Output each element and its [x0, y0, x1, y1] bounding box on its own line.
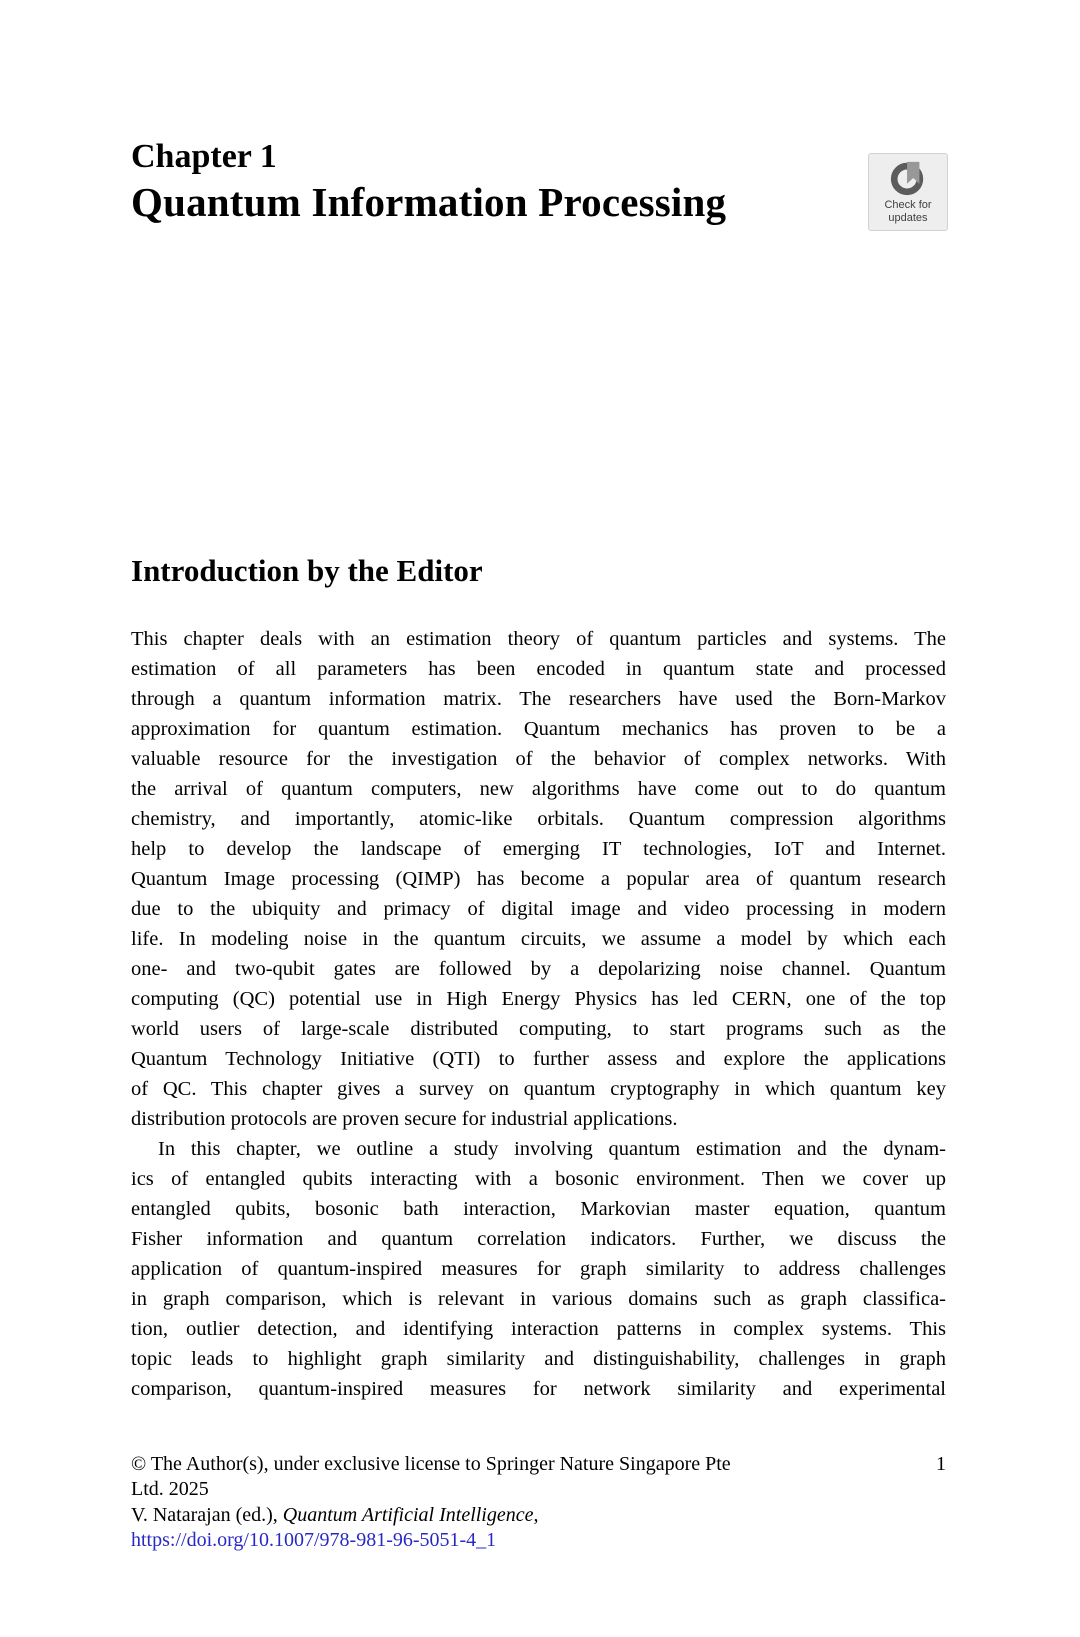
body-text-line: computing (QC) potential use in High Energy Physics has led CERN, one of the top — [131, 988, 946, 1010]
body-text-line: life. In modeling noise in the quantum circuits, we assume a model by which each — [131, 928, 946, 950]
body-text-line: estimation of all parameters has been encoded in quantum state and processed — [131, 658, 946, 680]
body-text-line: topic leads to highlight graph similarity and distinguishability, challenges in graph — [131, 1348, 946, 1370]
body-text-line: in graph comparison, which is relevant in various domains such as graph classifica- — [131, 1288, 946, 1310]
body-text-line: application of quantum-inspired measures for graph similarity to address challenges — [131, 1258, 946, 1280]
body-text-line: distribution protocols are proven secure for industrial applications. — [131, 1108, 678, 1130]
body-text-line: comparison, quantum-inspired measures for network similarity and experimental — [131, 1378, 946, 1400]
body-text-line: valuable resource for the investigation of the behavior of complex networks. With — [131, 748, 946, 770]
body-text-line: In this chapter, we outline a study involving quantum estimation and the dynam- — [158, 1138, 946, 1160]
section-heading: Introduction by the Editor — [131, 553, 483, 588]
chapter-title: Quantum Information Processing — [131, 179, 727, 225]
editor-line — [131, 1503, 946, 1528]
chapter-label: Chapter 1 — [131, 138, 277, 175]
copyright-text: © The Author(s), under exclusive license to Springer Nature Singapore Pte — [131, 1453, 731, 1475]
badge-label-line2: updates — [888, 212, 928, 224]
body-paragraph-2 — [131, 1134, 946, 1404]
copyright-line-1 — [131, 1452, 946, 1477]
crossmark-icon — [889, 159, 927, 197]
body-text-line: Fisher information and quantum correlation indicators. Further, we discuss the — [131, 1228, 946, 1250]
body-paragraph-1 — [131, 624, 946, 1134]
body-text-line: chemistry, and importantly, atomic-like orbitals. Quantum compression algorithms — [131, 808, 946, 830]
body-text-line: through a quantum information matrix. The researchers have used the Born-Markov — [131, 688, 946, 710]
badge-label-line1: Check for — [884, 199, 932, 211]
page-number: 1 — [936, 1453, 946, 1475]
body-text-line: This chapter deals with an estimation theory of quantum particles and systems. The — [131, 628, 946, 650]
book-title: Quantum Artificial Intelligence — [282, 1503, 534, 1526]
body-text-line: of QC. This chapter gives a survey on quantum cryptography in which quantum key — [131, 1078, 946, 1100]
badge-label — [884, 199, 931, 225]
body-text-line: one- and two-qubit gates are followed by a depolarizing noise channel. Quantum — [131, 958, 946, 980]
body-text-line: ics of entangled qubits interacting with a bosonic environment. Then we cover up — [131, 1168, 946, 1190]
body-text-line: entangled qubits, bosonic bath interaction, Markovian master equation, quantum — [131, 1198, 946, 1220]
check-for-updates-badge[interactable] — [868, 153, 948, 231]
body-text-line: due to the ubiquity and primacy of digital image and video processing in modern — [131, 898, 946, 920]
doi-line — [131, 1528, 946, 1553]
body-text-line: approximation for quantum estimation. Quantum mechanics has proven to be a — [131, 718, 946, 740]
body-text-line: tion, outlier detection, and identifying interaction patterns in complex systems. This — [131, 1318, 946, 1340]
body-text-line: Quantum Image processing (QIMP) has become a popular area of quantum research — [131, 868, 946, 890]
body-text — [131, 624, 946, 1404]
copyright-line-2: Ltd. 2025 — [131, 1478, 209, 1501]
doi-link[interactable]: https://doi.org/10.1007/978-981-96-5051-4_1 — [131, 1529, 497, 1552]
footer — [131, 1452, 946, 1554]
body-text-line: world users of large-scale distributed computing, to start programs such as the — [131, 1018, 946, 1040]
body-text-line: Quantum Technology Initiative (QTI) to further assess and explore the applications — [131, 1048, 946, 1070]
editor-line-suffix: , — [533, 1503, 539, 1526]
body-text-line: help to develop the landscape of emerging IT technologies, IoT and Internet. — [131, 838, 946, 860]
editor-name: V. Natarajan (ed.), — [131, 1503, 283, 1526]
chapter-header — [131, 136, 831, 226]
body-text-line: the arrival of quantum computers, new algorithms have come out to do quantum — [131, 778, 946, 800]
